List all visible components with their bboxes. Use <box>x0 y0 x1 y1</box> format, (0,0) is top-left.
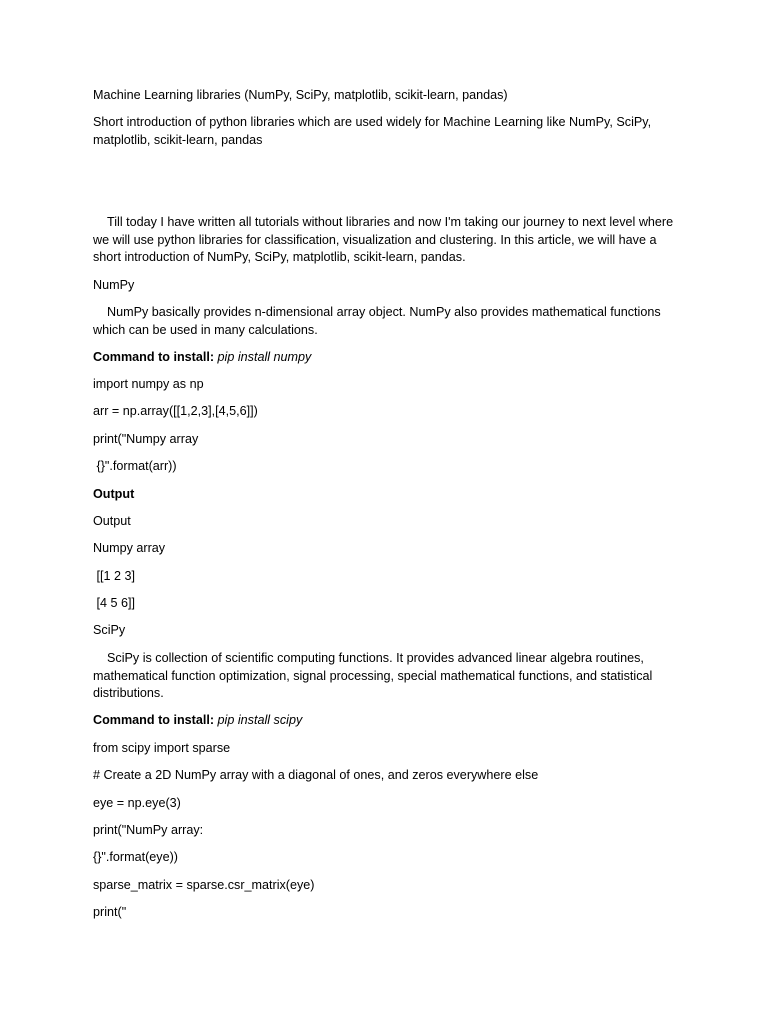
numpy-output-label: Output <box>93 514 131 528</box>
scipy-code-line: print(" <box>93 905 127 919</box>
numpy-code-line: import numpy as np <box>93 377 204 391</box>
numpy-heading: NumPy <box>93 278 135 292</box>
numpy-install-command: pip install numpy <box>214 350 312 364</box>
scipy-heading: SciPy <box>93 623 126 637</box>
document-subtitle: Short introduction of python libraries which are used widely for Machine Learning like NumPy, SciPy, matplotlib, scikit-learn, pandas <box>93 115 655 147</box>
scipy-code-line: from scipy import sparse <box>93 741 231 755</box>
numpy-output-line: [[1 2 3] <box>93 569 136 583</box>
numpy-install-label: Command to install: <box>93 350 215 364</box>
scipy-install-command: pip install scipy <box>214 713 303 727</box>
scipy-code-line: # Create a 2D NumPy array with a diagonal of ones, and zeros everywhere else <box>93 768 539 782</box>
scipy-code-line: eye = np.eye(3) <box>93 796 181 810</box>
scipy-install-line <box>93 712 683 730</box>
numpy-install-line <box>93 349 683 367</box>
intro-paragraph: Till today I have written all tutorials without libraries and now I'm taking our journey to next level where we will use python libraries for classification, visualization and clustering. In this article, we will have a short introduction of NumPy, SciPy, matplotlib, scikit-learn, pandas. <box>93 215 677 265</box>
numpy-description: NumPy basically provides n-dimensional array object. NumPy also provides mathematical functions which can be used in many calculations. <box>93 305 665 337</box>
scipy-code-line: sparse_matrix = sparse.csr_matrix(eye) <box>93 878 315 892</box>
document-title: Machine Learning libraries (NumPy, SciPy, matplotlib, scikit-learn, pandas) <box>93 88 508 102</box>
scipy-description: SciPy is collection of scientific computing functions. It provides advanced linear algebra routines, mathematical function optimization, signal processing, special mathematical functions, and statistical distributions. <box>93 651 656 701</box>
numpy-code-line: arr = np.array([[1,2,3],[4,5,6]]) <box>93 404 258 418</box>
scipy-code-line: {}".format(eye)) <box>93 850 178 864</box>
numpy-code-line: print("Numpy array <box>93 432 199 446</box>
numpy-output-line: Numpy array <box>93 541 166 555</box>
scipy-install-label: Command to install: <box>93 713 215 727</box>
numpy-code-line: {}".format(arr)) <box>93 459 177 473</box>
numpy-output-label-bold: Output <box>93 487 135 501</box>
scipy-code-line: print("NumPy array: <box>93 823 204 837</box>
numpy-output-line: [4 5 6]] <box>93 596 136 610</box>
